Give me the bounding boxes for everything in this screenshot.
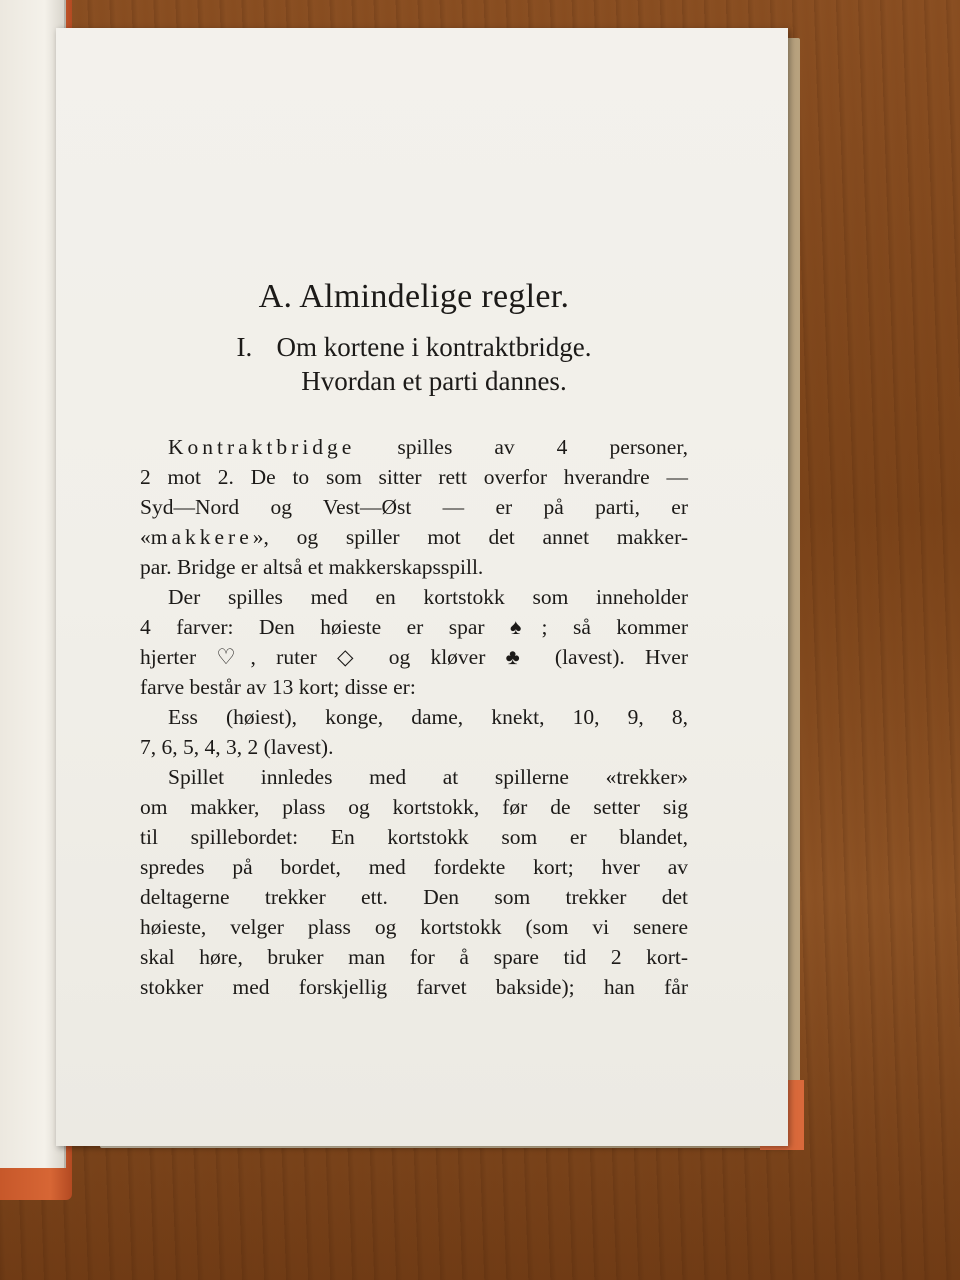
text-line: [140, 522, 688, 552]
text-line: [140, 432, 688, 462]
text-line: Spillet innledes med at spillerne «trekker»: [168, 765, 688, 789]
book-page: [56, 28, 788, 1146]
spaced-term: makkere: [150, 525, 253, 549]
section-title: A. Almindelige regler.: [258, 278, 570, 315]
paragraph-2: [140, 582, 688, 702]
paragraph-3: [140, 702, 688, 762]
text-line: farve består av 13 kort; disse er:: [140, 675, 416, 699]
text-line: stokker med forskjellig farvet bakside); han får: [140, 975, 688, 999]
text-line: deltagerne trekker ett. Den som trekker det: [140, 885, 688, 909]
text-line: skal høre, bruker man for å spare tid 2 kort-: [140, 945, 688, 969]
text-line: Syd—Nord og Vest—Øst — er på parti, er: [140, 495, 688, 519]
text-line: Ess (høiest), konge, dame, knekt, 10, 9, 8,: [168, 705, 688, 729]
chapter-title-line-2: Hvordan et parti dannes.: [301, 366, 567, 396]
paragraph-1: [140, 432, 688, 582]
text-line: 7, 6, 5, 4, 3, 2 (lavest).: [140, 735, 334, 759]
text-line: 2 mot 2. De to som sitter rett overfor hverandre —: [140, 465, 688, 489]
paragraph-4: [140, 762, 688, 1002]
chapter-title-line-1: Om kortene i kontraktbridge.: [276, 332, 592, 362]
text-line: 4 farver: Den høieste er spar ♠; så kommer: [140, 615, 688, 639]
chapter-number: I.: [236, 332, 253, 362]
text-span: », og spiller mot det annet makker-: [252, 525, 688, 549]
text-line: om makker, plass og kortstokk, før de setter sig: [140, 795, 688, 819]
page-content: [140, 278, 688, 1002]
text-line: til spillebordet: En kortstokk som er blandet,: [140, 825, 688, 849]
spaced-term: Kontraktbridge: [168, 435, 356, 459]
chapter-heading: [140, 330, 688, 398]
text-span: spilles av 4 personer,: [355, 435, 688, 459]
text-line: hjerter ♡, ruter ◇ og kløver ♣ (lavest). Hver: [140, 645, 688, 669]
body-text: [140, 432, 688, 1002]
text-line: par. Bridge er altså et makkerskapsspill.: [140, 555, 484, 579]
text-line: Der spilles med en kortstokk som inneholder: [168, 585, 688, 609]
chapter-title: [277, 330, 592, 398]
text-line: spredes på bordet, med fordekte kort; hver av: [140, 855, 688, 879]
text-span: «: [140, 525, 151, 549]
text-line: høieste, velger plass og kortstokk (som vi senere: [140, 915, 688, 939]
